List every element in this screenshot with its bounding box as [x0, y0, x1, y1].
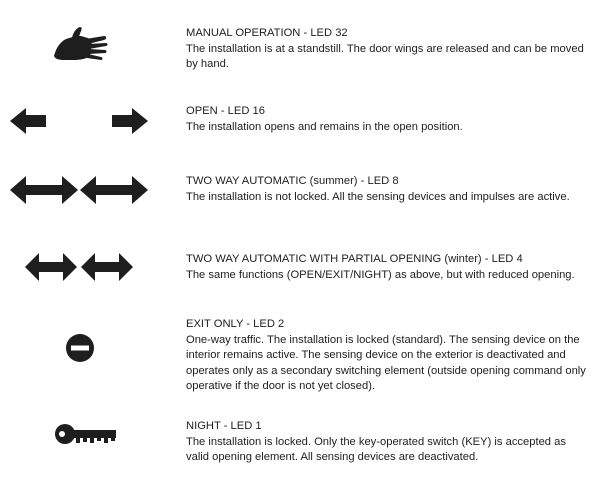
- key-icon: [54, 421, 118, 449]
- mode-title: TWO WAY AUTOMATIC WITH PARTIAL OPENING (winter) - LED 4: [186, 253, 523, 265]
- mode-description: One-way traffic. The installation is locked (standard). The sensing device on the interior remains active. The sensing device on the exterior is deactivated and operates only as a secondary switching element (outside opening command only operative if the door is not yet closed).: [186, 333, 586, 393]
- mode-description: The installation opens and remains in the open position.: [186, 120, 463, 133]
- mode-description: The installation is at a standstill. The door wings are released and can be moved by hand.: [186, 42, 584, 71]
- mode-title: NIGHT - LED 1: [186, 420, 262, 432]
- open-arrows-icon: [10, 106, 148, 136]
- no-entry-icon: [65, 333, 95, 363]
- mode-description: The installation is locked. Only the key-operated switch (KEY) is accepted as valid opening element. All sensing devices are deactivated.: [186, 435, 566, 464]
- mode-open: [186, 104, 591, 135]
- mode-two-way-automatic: [186, 174, 591, 205]
- mode-night: [186, 419, 591, 466]
- mode-title: EXIT ONLY - LED 2: [186, 318, 285, 330]
- two-way-arrows-small-icon: [25, 251, 133, 283]
- mode-title: MANUAL OPERATION - LED 32: [186, 27, 348, 39]
- mode-description: The installation is not locked. All the sensing devices and impulses are active.: [186, 190, 570, 203]
- mode-manual-operation: [186, 26, 591, 73]
- mode-exit-only: [186, 317, 591, 395]
- mode-title: TWO WAY AUTOMATIC (summer) - LED 8: [186, 175, 399, 187]
- mode-title: OPEN - LED 16: [186, 105, 265, 117]
- mode-description: The same functions (OPEN/EXIT/NIGHT) as above, but with reduced opening.: [186, 268, 575, 281]
- mode-two-way-partial: [186, 252, 591, 283]
- two-way-arrows-icon: [10, 174, 148, 206]
- hand-icon: [52, 26, 108, 66]
